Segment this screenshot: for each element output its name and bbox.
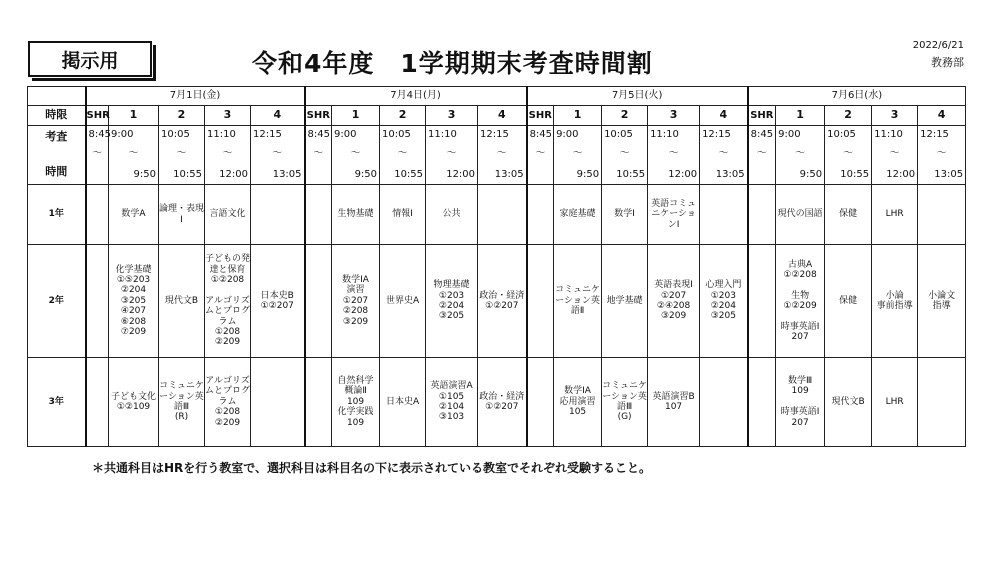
subject-cell: 数学ⅠA 演習 ①207 ②208 ③209 (332, 245, 380, 358)
shr-label: SHR (86, 106, 109, 126)
tilde: ～ (889, 148, 900, 159)
grade-label: 2年 (28, 245, 86, 358)
start-time: 12:15 (480, 129, 509, 140)
exam-time-label-bottom: 時間 (45, 165, 68, 178)
tilde: ～ (397, 148, 408, 159)
exam-time-cell (109, 126, 159, 185)
subject-cell: 古典A ①②208 生物 ①②209 時事英語Ⅰ 207 (776, 245, 825, 358)
start-time: 9:00 (334, 129, 357, 140)
start-time: 9:00 (111, 129, 134, 140)
subject-cell: 現代文B (159, 245, 205, 358)
start-time: 10:05 (604, 129, 633, 140)
subject-cell (251, 185, 305, 245)
subject-cell: 言語文化 (205, 185, 251, 245)
exam-time-cell (918, 126, 966, 185)
subject-cell: 現代文B (825, 358, 872, 447)
start-time: 12:15 (702, 129, 731, 140)
subject-cell (478, 185, 527, 245)
subject-cell (918, 358, 966, 447)
tilde: ～ (572, 148, 583, 159)
tilde: ～ (496, 148, 507, 159)
subject-cell: 子どもの発達と保育 ①②208 アルゴリズムとプログラム ①208 ②209 (205, 245, 251, 358)
subject-cell: 数学Ⅲ 109 時事英語Ⅰ 207 (776, 358, 825, 447)
tilde: ～ (718, 148, 729, 159)
shr-label: SHR (305, 106, 332, 126)
end-time: 10:55 (394, 168, 424, 180)
start-time: 11:10 (874, 129, 903, 140)
exam-time-cell (825, 126, 872, 185)
shr-empty-cell (527, 245, 554, 358)
shr-empty-cell (748, 245, 776, 358)
period-number: 2 (159, 106, 205, 126)
shr-label: SHR (527, 106, 554, 126)
shr-empty-cell (305, 245, 332, 358)
period-number: 3 (205, 106, 251, 126)
end-time: 10:55 (173, 168, 202, 180)
shr-label: SHR (748, 106, 776, 126)
end-time: 9:50 (354, 168, 378, 180)
end-time: 13:05 (715, 168, 745, 180)
subject-cell: コミュニケーション英語Ⅲ (R) (159, 358, 205, 447)
subject-cell (918, 185, 966, 245)
subject-cell: 保健 (825, 245, 872, 358)
subject-cell: 政治・経済 ①②207 (478, 245, 527, 358)
period-number: 1 (332, 106, 380, 126)
subject-cell: 地学基礎 (602, 245, 648, 358)
tilde: ～ (843, 148, 854, 159)
exam-time-cell (251, 126, 305, 185)
exam-time-cell (776, 126, 825, 185)
exam-time-cell (872, 126, 918, 185)
subject-cell: LHR (872, 185, 918, 245)
subject-cell: LHR (872, 358, 918, 447)
shr-time-cell (86, 126, 109, 185)
subject-cell: 子ども文化 ①②109 (109, 358, 159, 447)
subject-cell: 情報Ⅰ (380, 185, 426, 245)
subject-cell: 数学ⅠA 応用演習 105 (554, 358, 602, 447)
department: 教務部 (931, 56, 964, 69)
period-number: 1 (554, 106, 602, 126)
shr-empty-cell (748, 358, 776, 447)
exam-time-cell (478, 126, 527, 185)
period-number: 1 (776, 106, 825, 126)
subject-cell: 化学基礎 ①⑤203 ②204 ③205 ④207 ⑥208 ⑦209 (109, 245, 159, 358)
shr-time-cell (527, 126, 554, 185)
subject-cell: 論理・表現Ⅰ (159, 185, 205, 245)
shr-time: 8:45 (529, 129, 553, 140)
tilde: ～ (222, 148, 233, 159)
start-time: 10:05 (161, 129, 190, 140)
period-number: 2 (602, 106, 648, 126)
subject-cell: アルゴリズムとプログラム ①208 ②209 (205, 358, 251, 447)
subject-cell: 小論 事前指導 (872, 245, 918, 358)
subject-cell: 数学A (109, 185, 159, 245)
end-time: 9:50 (133, 168, 156, 180)
issue-date: 2022/6/21 (912, 40, 964, 51)
day-header: 7月4日(月) (305, 87, 527, 106)
shr-empty-cell (527, 185, 554, 245)
end-time: 13:05 (494, 168, 524, 180)
subject-cell: 現代の国語 (776, 185, 825, 245)
period-number: 4 (700, 106, 748, 126)
period-number: 2 (380, 106, 426, 126)
subject-cell (251, 358, 305, 447)
exam-time-cell (159, 126, 205, 185)
end-time: 13:05 (272, 168, 302, 180)
tilde: ～ (272, 148, 283, 159)
tilde: ～ (756, 148, 767, 159)
footnote: ＊共通科目はHRを行う教室で、選択科目は科目名の下に表示されている教室でそれぞれ受験すること。 (92, 461, 652, 475)
period-number: 3 (426, 106, 478, 126)
shr-time: 8:45 (750, 129, 774, 140)
shr-time-cell (748, 126, 776, 185)
period-number: 3 (872, 106, 918, 126)
start-time: 12:15 (920, 129, 949, 140)
shr-empty-cell (748, 185, 776, 245)
tilde: ～ (795, 148, 806, 159)
subject-cell: 保健 (825, 185, 872, 245)
end-time: 9:50 (576, 168, 600, 180)
shr-empty-cell (86, 245, 109, 358)
end-time: 12:00 (219, 168, 248, 180)
end-time: 12:00 (446, 168, 476, 180)
subject-cell: 小論文 指導 (918, 245, 966, 358)
grade-label: 1年 (28, 185, 86, 245)
end-time: 13:05 (934, 168, 964, 180)
shr-time: 8:45 (88, 129, 111, 140)
subject-cell: 公共 (426, 185, 478, 245)
end-time: 10:55 (616, 168, 646, 180)
exam-time-cell (602, 126, 648, 185)
subject-cell: 世界史A (380, 245, 426, 358)
start-time: 11:10 (650, 129, 679, 140)
subject-cell: 英語演習B 107 (648, 358, 700, 447)
subject-cell (700, 358, 748, 447)
shr-empty-cell (86, 185, 109, 245)
shr-empty-cell (86, 358, 109, 447)
exam-time-cell (205, 126, 251, 185)
end-time: 10:55 (840, 168, 870, 180)
exam-time-cell (648, 126, 700, 185)
exam-time-cell (700, 126, 748, 185)
subject-cell: 生物基礎 (332, 185, 380, 245)
page-title: 令和4年度 1学期期末考査時間割 (252, 49, 653, 78)
subject-cell: 物理基礎 ①203 ②204 ③205 (426, 245, 478, 358)
end-time: 12:00 (886, 168, 916, 180)
shr-empty-cell (527, 358, 554, 447)
day-header: 7月5日(火) (527, 87, 748, 106)
start-time: 10:05 (382, 129, 411, 140)
shr-empty-cell (305, 358, 332, 447)
tilde: ～ (668, 148, 679, 159)
tilde: ～ (92, 148, 103, 159)
period-label: 時限 (28, 106, 86, 126)
subject-cell: 日本史B ①②207 (251, 245, 305, 358)
tilde: ～ (350, 148, 361, 159)
period-number: 3 (648, 106, 700, 126)
period-number: 4 (478, 106, 527, 126)
subject-cell: 数学Ⅰ (602, 185, 648, 245)
exam-time-cell (426, 126, 478, 185)
exam-time-label-top: 考査 (45, 130, 68, 144)
start-time: 9:00 (556, 129, 579, 140)
start-time: 11:10 (428, 129, 457, 140)
tilde: ～ (176, 148, 187, 159)
subject-cell (700, 185, 748, 245)
exam-time-label (28, 126, 86, 185)
start-time: 11:10 (207, 129, 236, 140)
subject-cell: 家庭基礎 (554, 185, 602, 245)
start-time: 9:00 (778, 129, 801, 140)
subject-cell: 自然科学 概論Ⅱ 109 化学実践 109 (332, 358, 380, 447)
start-time: 12:15 (253, 129, 282, 140)
corner-cell (28, 87, 86, 106)
subject-cell: コミュニケーション英語Ⅲ (G) (602, 358, 648, 447)
period-number: 2 (825, 106, 872, 126)
shr-empty-cell (305, 185, 332, 245)
subject-cell: コミュニケーション英語Ⅱ (554, 245, 602, 358)
tilde: ～ (446, 148, 457, 159)
tilde: ～ (619, 148, 630, 159)
subject-cell: 英語演習A ①105 ②104 ③103 (426, 358, 478, 447)
subject-cell: 英語表現Ⅰ ①207 ②④208 ③209 (648, 245, 700, 358)
day-header: 7月6日(水) (748, 87, 966, 106)
period-number: 4 (918, 106, 966, 126)
end-time: 9:50 (799, 168, 823, 180)
day-header: 7月1日(金) (86, 87, 305, 106)
exam-time-cell (380, 126, 426, 185)
start-time: 10:05 (827, 129, 856, 140)
tilde: ～ (936, 148, 947, 159)
shr-time: 8:45 (307, 129, 330, 140)
subject-cell: 英語コミュニケーションⅠ (648, 185, 700, 245)
period-number: 4 (251, 106, 305, 126)
end-time: 12:00 (668, 168, 698, 180)
tilde: ～ (128, 148, 139, 159)
subject-cell: 政治・経済 ①②207 (478, 358, 527, 447)
exam-time-cell (554, 126, 602, 185)
subject-cell: 心理入門 ①203 ②204 ③205 (700, 245, 748, 358)
posting-label: 掲示用 (28, 41, 152, 77)
exam-timetable (27, 86, 966, 447)
grade-label: 3年 (28, 358, 86, 447)
tilde: ～ (535, 148, 546, 159)
tilde: ～ (313, 148, 324, 159)
subject-cell: 日本史A (380, 358, 426, 447)
period-number: 1 (109, 106, 159, 126)
shr-time-cell (305, 126, 332, 185)
exam-time-cell (332, 126, 380, 185)
